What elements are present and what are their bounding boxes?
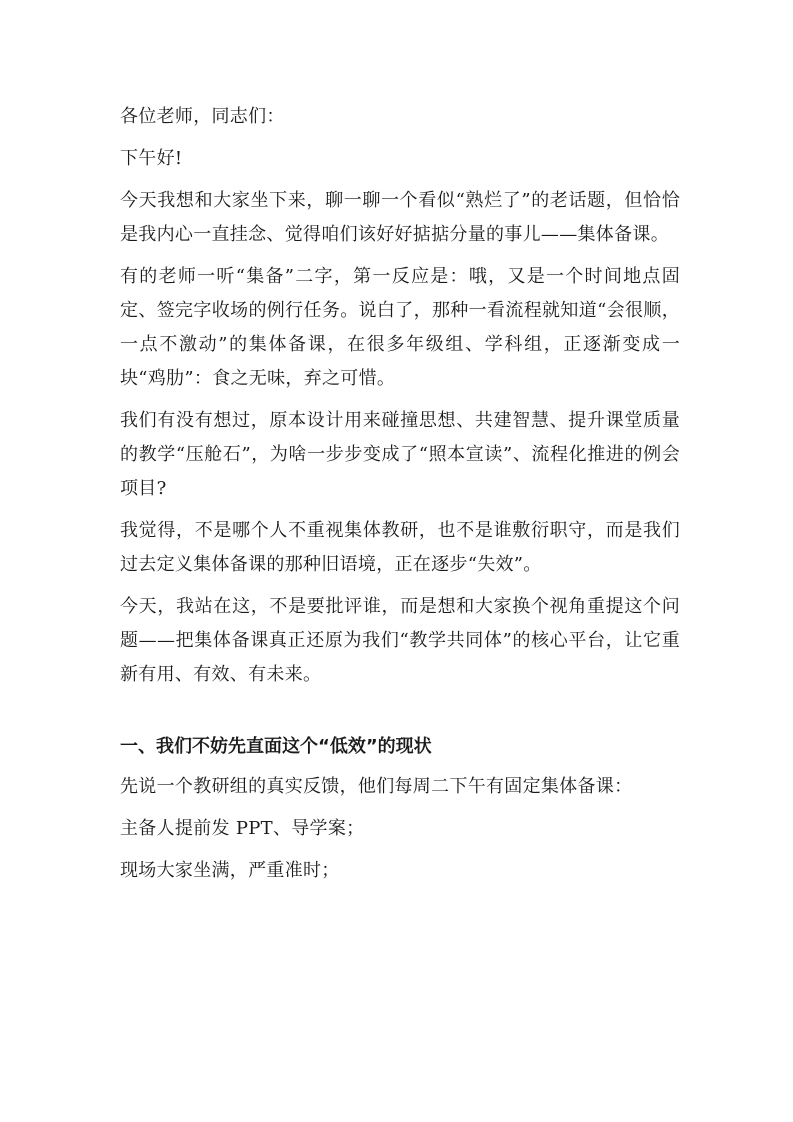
document-body <box>120 100 680 896</box>
paragraph-question: 我们有没有想过，原本设计用来碰撞思想、共建智慧、提升课堂质量的教学“压舱石”，为啥一步步变成了“照本宣读”、流程化推进的例会项目? <box>120 410 680 499</box>
section-heading: 一、我们不妨先直面这个“低效”的现状 <box>120 736 432 757</box>
paragraph-old-context: 我觉得，不是哪个人不重视集体教研，也不是谁敷衍职守，而是我们过去定义集体备课的那种旧语境，正在逐步“失效”。 <box>120 520 680 575</box>
paragraph-opening: 今天我想和大家坐下来，聊一聊一个看似“熟烂了”的老话题，但恰恰是我内心一直挂念、觉得咱们该好好掂掂分量的事儿——集体备课。 <box>120 190 680 245</box>
paragraph-feedback: 先说一个教研组的真实反馈，他们每周二下午有固定集体备课： <box>120 776 633 797</box>
greeting: 下午好! <box>120 148 183 169</box>
paragraph-routine-task: 有的老师一听“集备”二字，第一反应是：哦，又是一个时间地点固定、签完字收场的例行任务。说白了，那种一看流程就知道“会很顺，一点不激动”的集体备课，在很多年级组、学科组，正逐渐变成一块“鸡肋”：食之无味，弃之可惜。 <box>120 266 680 389</box>
salutation: 各位老师，同志们： <box>120 106 285 127</box>
paragraph-new-perspective: 今天，我站在这，不是要批评谁，而是想和大家换个视角重提这个问题——把集体备课真正还原为我们“教学共同体”的核心平台，让它重新有用、有效、有未来。 <box>120 596 680 685</box>
paragraph-attendance: 现场大家坐满，严重准时； <box>120 860 340 881</box>
paragraph-preparation: 主备人提前发 PPT、导学案； <box>120 818 365 839</box>
